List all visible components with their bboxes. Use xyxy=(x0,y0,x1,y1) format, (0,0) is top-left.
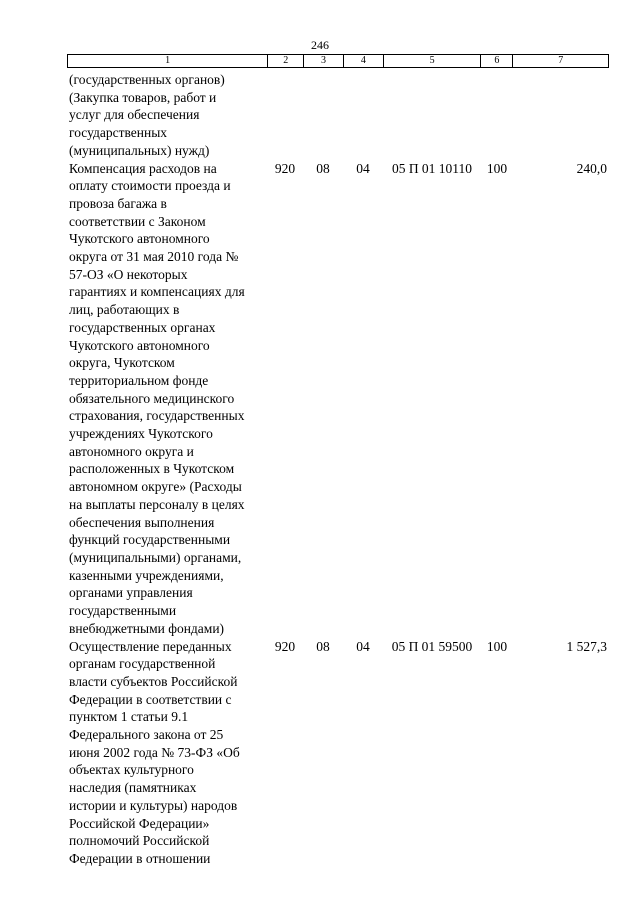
row-col-6 xyxy=(481,71,513,160)
row-col-6: 100 xyxy=(486,638,508,654)
row-col-2: 920 xyxy=(274,638,296,654)
row-col-4: 04 xyxy=(356,638,370,654)
page-number: 246 xyxy=(311,38,329,52)
row-col-3: 08 xyxy=(316,638,330,654)
row-col-5 xyxy=(383,71,481,160)
row-col-7: 240,0 xyxy=(576,160,607,176)
header-col-2: 2 xyxy=(267,55,303,67)
row-col-6: 100 xyxy=(486,160,508,176)
table-body xyxy=(67,71,609,868)
header-col-1: 1 xyxy=(165,55,171,66)
header-col-3: 3 xyxy=(303,55,343,67)
row-col-5: 05 П 01 10110 xyxy=(391,160,473,176)
header-col-5: 5 xyxy=(383,55,481,67)
row-col-7: 1 527,3 xyxy=(566,638,607,654)
row-col-4 xyxy=(343,71,383,160)
row-col-5: 05 П 01 59500 xyxy=(391,638,473,654)
header-col-4: 4 xyxy=(343,55,383,67)
row-col-3 xyxy=(303,71,343,160)
table-row xyxy=(67,160,609,638)
header-col-6: 6 xyxy=(480,55,512,67)
row-col-2 xyxy=(267,71,303,160)
row-name: Компенсация расходов на оплату стоимости проезда и провоза багажа в соответствии с Законом Чукотского автономного округа от 31 мая 2010 года № 57-ОЗ «О некоторых гарантиях и компенсациях для лиц, работающих в государственных органах Чукотского автономного округа, Чукотском территориальном фонде обязательного медицинского страхования, государственных учреждениях Чукотского автономного округа и расположенных в Чукотском автономном округе» (Расходы на выплаты персоналу в целях обеспечения выполнения функций государственными (муниципальными) органами, казенными учреждениями, органами управления государственными внебюджетными фондами) xyxy=(69,160,245,636)
table-row xyxy=(67,71,609,160)
row-name: (государственных органов) (Закупка товаров, работ и услуг для обеспечения государственных (муниципальных) нужд) xyxy=(69,72,225,158)
row-name: Осуществление переданных органам государственной власти субъектов Российской Федерации в соответствии с пунктом 1 статьи 9.1 Федерального закона от 25 июня 2002 года № 73-ФЗ «Об объектах культурного наследия (памятниках истории и культуры) народов Российской Федерации» полномочий Российской Федерации в отношении xyxy=(69,638,240,866)
row-col-7 xyxy=(513,71,609,160)
row-col-4: 04 xyxy=(356,160,370,176)
table-row xyxy=(67,638,609,868)
header-col-7: 7 xyxy=(512,55,608,67)
row-col-2: 920 xyxy=(274,160,296,176)
table-header xyxy=(67,54,609,68)
row-col-3: 08 xyxy=(316,160,330,176)
